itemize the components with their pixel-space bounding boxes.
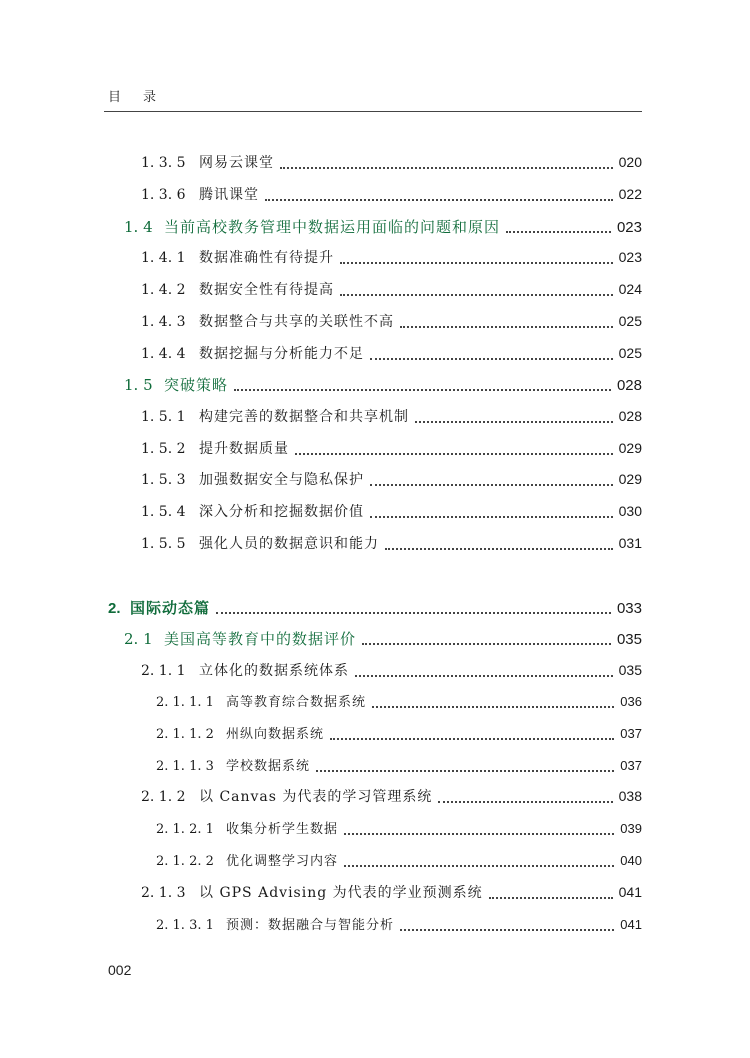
header-divider xyxy=(104,111,642,112)
toc-entry-page: 039 xyxy=(620,821,642,836)
toc-entry[interactable] xyxy=(124,216,642,240)
toc-entry-title: 腾讯课堂 xyxy=(199,187,259,203)
page-number: 002 xyxy=(108,962,132,978)
toc-entry-page: 020 xyxy=(618,154,642,170)
toc-entry-number: 2. 1. 1. 2 xyxy=(156,727,214,742)
toc-entry-title: 深入分析和挖掘数据价值 xyxy=(199,504,364,520)
toc-entry[interactable] xyxy=(141,247,642,271)
toc-entry[interactable] xyxy=(141,406,642,430)
toc-entry[interactable] xyxy=(141,469,642,493)
toc-entry-page: 028 xyxy=(616,377,642,394)
toc-entry[interactable] xyxy=(156,691,642,715)
toc-entry-title: 立体化的数据系统体系 xyxy=(199,663,349,679)
dot-leader xyxy=(316,770,614,772)
dot-leader xyxy=(344,833,614,835)
toc-entry[interactable] xyxy=(141,279,642,303)
toc-entry[interactable] xyxy=(141,660,642,684)
toc-entry[interactable] xyxy=(156,755,642,779)
toc-entry-title: 美国高等教育中的数据评价 xyxy=(164,630,357,648)
dot-leader xyxy=(400,929,614,931)
toc-entry[interactable] xyxy=(141,786,642,810)
toc-entry-page: 023 xyxy=(616,219,642,236)
toc-entry-page: 023 xyxy=(618,249,642,265)
toc-entry-number: 2. 1. 1. 1 xyxy=(156,695,214,710)
toc-entry-title: 优化调整学习内容 xyxy=(226,854,339,869)
toc-entry-title: 构建完善的数据整合和共享机制 xyxy=(199,409,409,425)
toc-entry-page: 035 xyxy=(618,662,642,678)
toc-entry-title: 以 Canvas 为代表的学习管理系统 xyxy=(199,789,433,805)
toc-entry-page: 035 xyxy=(616,631,642,648)
toc-entry[interactable] xyxy=(141,533,642,557)
toc-entry-number: 1. 5 xyxy=(124,376,153,394)
toc-entry[interactable] xyxy=(141,184,642,208)
dot-leader xyxy=(344,865,614,867)
dot-leader xyxy=(438,801,612,803)
toc-entry-title: 高等教育综合数据系统 xyxy=(226,695,367,710)
toc-entry-title: 学校数据系统 xyxy=(226,759,311,774)
dot-leader xyxy=(489,897,613,899)
toc-entry-number: 2. 1. 2. 1 xyxy=(156,822,214,837)
toc-entry-title: 收集分析学生数据 xyxy=(226,822,339,837)
toc-entry-title: 预测：数据融合与智能分析 xyxy=(226,918,395,933)
toc-entry-page: 038 xyxy=(618,788,642,804)
toc-entry[interactable] xyxy=(141,501,642,525)
toc-entry[interactable] xyxy=(124,628,642,652)
toc-entry-page: 031 xyxy=(618,535,642,551)
toc-entry-page: 041 xyxy=(618,884,642,900)
toc-entry-page: 029 xyxy=(618,440,642,456)
toc-entry-number: 1. 5. 5 xyxy=(141,536,186,552)
toc-entry-number: 2. 1. 1 xyxy=(141,663,186,679)
toc-entry[interactable] xyxy=(141,882,642,906)
toc-entry[interactable] xyxy=(141,152,642,176)
toc-entry-page: 025 xyxy=(618,345,642,361)
dot-leader xyxy=(340,262,613,264)
toc-entry-title: 加强数据安全与隐私保护 xyxy=(199,472,364,488)
toc-entry[interactable] xyxy=(108,597,642,621)
toc-entry[interactable] xyxy=(141,343,642,367)
dot-leader xyxy=(415,421,613,423)
toc-entry-number: 1. 4 xyxy=(124,218,153,236)
toc-entry-page: 022 xyxy=(618,186,642,202)
dot-leader xyxy=(385,548,613,550)
toc-entry-number: 2. 1. 2. 2 xyxy=(156,854,214,869)
toc-entry-title: 强化人员的数据意识和能力 xyxy=(199,536,379,552)
toc-entry-title: 州纵向数据系统 xyxy=(226,727,325,742)
toc-entry-number: 1. 3. 5 xyxy=(141,155,186,171)
toc-entry-title: 数据准确性有待提升 xyxy=(199,250,334,266)
toc-entry-number: 2. 1. 3 xyxy=(141,885,186,901)
toc-entry-page: 028 xyxy=(618,408,642,424)
running-header: 目录 xyxy=(108,90,179,105)
toc-entry[interactable] xyxy=(156,850,642,874)
toc-entry-title: 提升数据质量 xyxy=(199,441,289,457)
toc-entry-number: 2. 1. 2 xyxy=(141,789,186,805)
toc-entry-page: 036 xyxy=(620,694,642,709)
toc-entry-number: 1. 4. 3 xyxy=(141,314,186,330)
toc-entry-page: 025 xyxy=(618,313,642,329)
dot-leader xyxy=(280,167,613,169)
toc-entry-number: 2. xyxy=(108,600,121,617)
toc-entry[interactable] xyxy=(141,438,642,462)
toc-entry-title: 数据整合与共享的关联性不高 xyxy=(199,314,394,330)
toc-entry[interactable] xyxy=(156,818,642,842)
dot-leader xyxy=(370,358,613,360)
toc-entry-page: 024 xyxy=(618,281,642,297)
dot-leader xyxy=(234,389,611,391)
toc-entry-number: 1. 4. 4 xyxy=(141,346,186,362)
toc-entry-title: 以 GPS Advising 为代表的学业预测系统 xyxy=(199,885,483,901)
toc-entry-number: 2. 1. 3. 1 xyxy=(156,918,214,933)
toc-entry-title: 网易云课堂 xyxy=(199,155,274,171)
toc-entry-number: 2. 1 xyxy=(124,630,153,648)
toc-entry-title: 国际动态篇 xyxy=(130,600,211,617)
toc-entry-page: 030 xyxy=(618,503,642,519)
toc-entry-title: 当前高校教务管理中数据运用面临的问题和原因 xyxy=(164,218,501,236)
dot-leader xyxy=(265,199,613,201)
toc-entry-page: 041 xyxy=(620,917,642,932)
toc-entry[interactable] xyxy=(156,914,642,938)
toc-entry-page: 037 xyxy=(620,758,642,773)
toc-entry-page: 033 xyxy=(616,600,642,617)
toc-entry-number: 1. 4. 1 xyxy=(141,250,186,266)
toc-entry-number: 1. 4. 2 xyxy=(141,282,186,298)
dot-leader xyxy=(400,326,613,328)
toc-entry-title: 数据安全性有待提高 xyxy=(199,282,334,298)
dot-leader xyxy=(295,453,613,455)
toc-entry-number: 1. 5. 4 xyxy=(141,504,186,520)
dot-leader xyxy=(372,706,614,708)
toc-entry-title: 突破策略 xyxy=(164,376,229,394)
dot-leader xyxy=(370,484,613,486)
dot-leader xyxy=(330,738,614,740)
toc-entry-number: 1. 3. 6 xyxy=(141,187,186,203)
toc-entry[interactable] xyxy=(124,374,642,398)
toc-entry-page: 040 xyxy=(620,853,642,868)
toc-entry-title: 数据挖掘与分析能力不足 xyxy=(199,346,364,362)
toc-entry-number: 1. 5. 2 xyxy=(141,441,186,457)
dot-leader xyxy=(216,612,611,614)
dot-leader xyxy=(340,294,613,296)
toc-entry-number: 1. 5. 3 xyxy=(141,472,186,488)
dot-leader xyxy=(362,643,611,645)
toc-entry-page: 037 xyxy=(620,726,642,741)
toc-entry[interactable] xyxy=(156,723,642,747)
toc-entry-page: 029 xyxy=(618,471,642,487)
dot-leader xyxy=(506,231,611,233)
dot-leader xyxy=(355,675,613,677)
toc-entry-number: 2. 1. 1. 3 xyxy=(156,759,214,774)
toc-entry-number: 1. 5. 1 xyxy=(141,409,186,425)
toc-entry[interactable] xyxy=(141,311,642,335)
dot-leader xyxy=(370,516,613,518)
